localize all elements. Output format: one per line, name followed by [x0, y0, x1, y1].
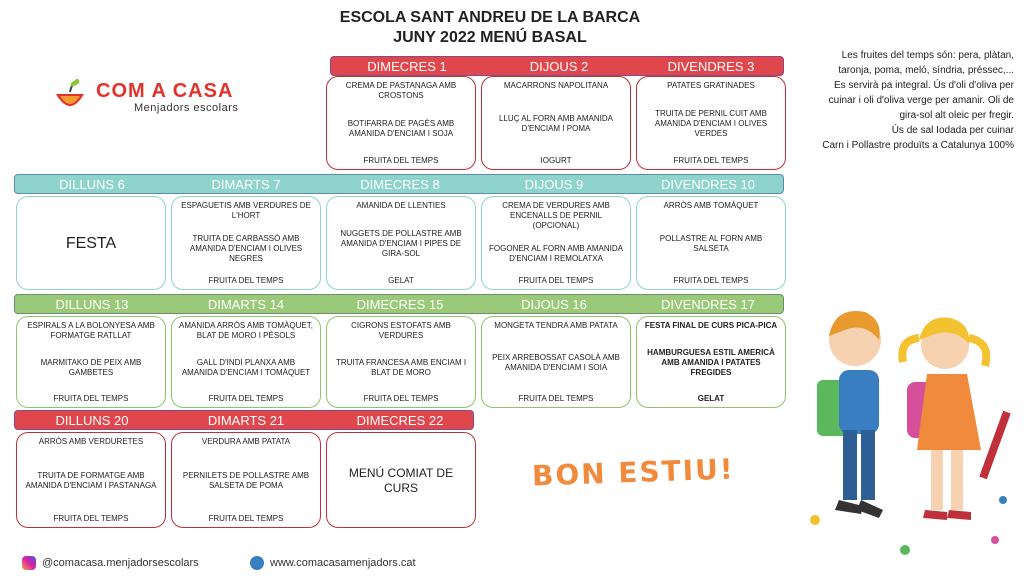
dessert: FRUITA DEL TEMPS	[208, 394, 284, 403]
globe-icon	[250, 556, 264, 570]
first-course: CREMA DE VERDURES AMB ENCENALLS DE PERNIL (OPCIONAL)	[502, 201, 610, 230]
menu-title: JUNY 2022 MENÚ BASAL	[393, 29, 587, 46]
second-course: GALL D'INDI PLANXA AMB AMANIDA D'ENCIAM I TOMÀQUET	[181, 357, 311, 377]
menu-card	[171, 432, 321, 528]
logo-brand: COM A CASA	[96, 80, 234, 102]
menu-card	[636, 76, 786, 170]
instagram-icon	[22, 556, 36, 570]
day-label: DIVENDRES 10	[661, 176, 755, 192]
second-course: TRUITA DE CARBASSÓ AMB AMANIDA D'ENCIAM I OLIVES NEGRES	[189, 233, 303, 263]
menu-card	[326, 196, 476, 290]
week2-day-bar	[14, 174, 784, 194]
first-course: AMANIDA DE LLENTIES	[356, 201, 446, 210]
day-label: DILLUNS 6	[59, 176, 125, 192]
week4-day-bar	[14, 410, 474, 430]
note-line: gira-sol alt oleic per fregir.	[899, 110, 1014, 121]
second-course: BOTIFARRA DE PAGÈS AMB AMANIDA D'ENCIAM I SOJA	[347, 118, 455, 138]
menu-card	[636, 196, 786, 290]
second-course: POLLASTRE AL FORN AMB SALSETA	[659, 233, 763, 253]
note-line: Es servirà pa integral. Ús d'oli d'oliva per	[833, 80, 1014, 91]
note-line: Les fruites del temps són: pera, plàtan,	[841, 50, 1014, 61]
second-course: NUGGETS DE POLLASTRE AMB AMANIDA D'ENCIAM I PIPES DE GIRA-SOL	[340, 228, 462, 258]
note-line: cuinar i oli d'oliva verge per amanir. Oli de	[828, 95, 1014, 106]
day-label: DIMARTS 7	[211, 176, 281, 192]
website-url: www.comacasamenjadors.cat	[270, 557, 416, 569]
dessert: FRUITA DEL TEMPS	[673, 276, 749, 285]
first-course: AMANIDA ARRÒS AMB TOMÀQUET, BLAT DE MORO I PÈSOLS	[179, 321, 313, 340]
dessert: FRUITA DEL TEMPS	[208, 276, 284, 285]
menu-notes	[788, 48, 1014, 153]
first-course: CREMA DE PASTANAGA AMB CROSTONS	[345, 81, 457, 100]
first-course: ARRÒS AMB TOMÀQUET	[663, 201, 759, 210]
dessert: GELAT	[697, 394, 725, 403]
dessert: GELAT	[388, 276, 414, 285]
logo-subtitle: Menjadors escolars	[134, 102, 239, 114]
first-course: ESPIRALS A LA BOLONYESA AMB FORMATGE RATLLAT	[27, 321, 155, 340]
day-label: DILLUNS 13	[55, 296, 129, 312]
menu-card	[481, 76, 631, 170]
note-line: taronja, poma, meló, síndria, préssec,...	[838, 65, 1014, 76]
second-course: TRUITA DE FORMATGE AMB AMANIDA D'ENCIAM I PASTANAGA	[25, 470, 157, 490]
dessert: FRUITA DEL TEMPS	[518, 276, 594, 285]
website-link[interactable]	[250, 556, 416, 570]
first-course: MONGETA TENDRA AMB PATATA	[494, 321, 618, 330]
menu-card	[326, 76, 476, 170]
day-label: DIMECRES 22	[356, 412, 444, 428]
menu-card	[171, 196, 321, 290]
first-course: PATATES GRATINADES	[667, 81, 755, 90]
first-course: FESTA FINAL DE CURS PICA-PICA	[644, 321, 778, 330]
second-course: TRUITA FRANCESA AMB ENCIAM I BLAT DE MORO	[335, 357, 467, 377]
week1-day-bar	[330, 56, 784, 76]
com-a-casa-logo	[48, 74, 278, 122]
menu-card	[636, 316, 786, 408]
dessert: IOGURT	[540, 156, 572, 165]
day-label: DIVENDRES 17	[661, 296, 755, 312]
dessert: FRUITA DEL TEMPS	[363, 156, 439, 165]
holiday-card	[16, 196, 166, 290]
dessert: FRUITA DEL TEMPS	[363, 394, 439, 403]
menu-card	[171, 316, 321, 408]
day-label: DIMECRES 8	[360, 176, 440, 192]
second-course: FOGONER AL FORN AMB AMANIDA D'ENCIAM I REMOLATXA	[489, 243, 623, 263]
holiday-label: FESTA	[65, 234, 117, 252]
week3-day-bar	[14, 294, 784, 314]
kids-illustration	[795, 300, 1020, 580]
menu-card	[326, 316, 476, 408]
note-line: Ús de sal Iodada per cuinar	[891, 125, 1014, 136]
dessert: FRUITA DEL TEMPS	[673, 156, 749, 165]
note-line: Carn i Pollastre produïts a Catalunya 100%	[822, 140, 1014, 151]
bowl-logo-icon	[48, 74, 92, 118]
school-title: ESCOLA SANT ANDREU DE LA BARCA	[339, 9, 641, 26]
dessert: FRUITA DEL TEMPS	[518, 394, 594, 403]
instagram-link[interactable]	[22, 556, 199, 570]
second-course: TRUITA DE PERNIL CUIT AMB AMANIDA D'ENCIAM I OLIVES VERDES	[654, 108, 768, 138]
first-course: CIGRONS ESTOFATS AMB VERDURES	[351, 321, 451, 340]
day-label: DIJOUS 9	[524, 176, 584, 192]
menu-card	[481, 196, 631, 290]
first-course: MACARRONS NAPOLITANA	[503, 81, 609, 90]
menu-card	[481, 316, 631, 408]
dessert: FRUITA DEL TEMPS	[53, 394, 129, 403]
menu-card	[16, 316, 166, 408]
first-course: VERDURA AMB PATATA	[201, 437, 291, 446]
farewell-card	[326, 432, 476, 528]
bon-estiu-text: BON ESTIU!	[531, 452, 736, 493]
second-course: PEIX ARREBOSSAT CASOLÀ AMB AMANIDA D'ENCIAM I SOIA	[492, 352, 620, 372]
day-label: DIMARTS 14	[207, 296, 285, 312]
day-label: DIVENDRES 3	[667, 58, 755, 74]
dessert: FRUITA DEL TEMPS	[53, 514, 129, 523]
day-label: DIMECRES 1	[367, 58, 447, 74]
second-course: MARMITAKO DE PEIX AMB GAMBETES	[40, 357, 142, 377]
first-course: ESPAGUETIS AMB VERDURES DE L'HORT	[181, 201, 311, 220]
second-course: LLUÇ AL FORN AMB AMANIDA D'ENCIAM I POMA	[499, 113, 613, 133]
day-label: DIMECRES 15	[356, 296, 444, 312]
instagram-handle: @comacasa.menjadorsescolars	[42, 557, 199, 569]
day-label: DIJOUS 2	[529, 58, 589, 74]
first-course: ARRÒS AMB VERDURETES	[38, 437, 144, 446]
day-label: DIMARTS 21	[207, 412, 285, 428]
dessert: FRUITA DEL TEMPS	[208, 514, 284, 523]
day-label: DILLUNS 20	[55, 412, 129, 428]
farewell-label: MENÚ COMIAT DE CURS	[348, 465, 454, 495]
second-course: PERNILETS DE POLLASTRE AMB SALSETA DE POMA	[182, 470, 310, 490]
menu-card	[16, 432, 166, 528]
second-course: HAMBURGUESA ESTIL AMERICÀ AMB AMANIDA I PATATES FREGIDES	[647, 347, 775, 377]
day-label: DIJOUS 16	[521, 296, 587, 312]
